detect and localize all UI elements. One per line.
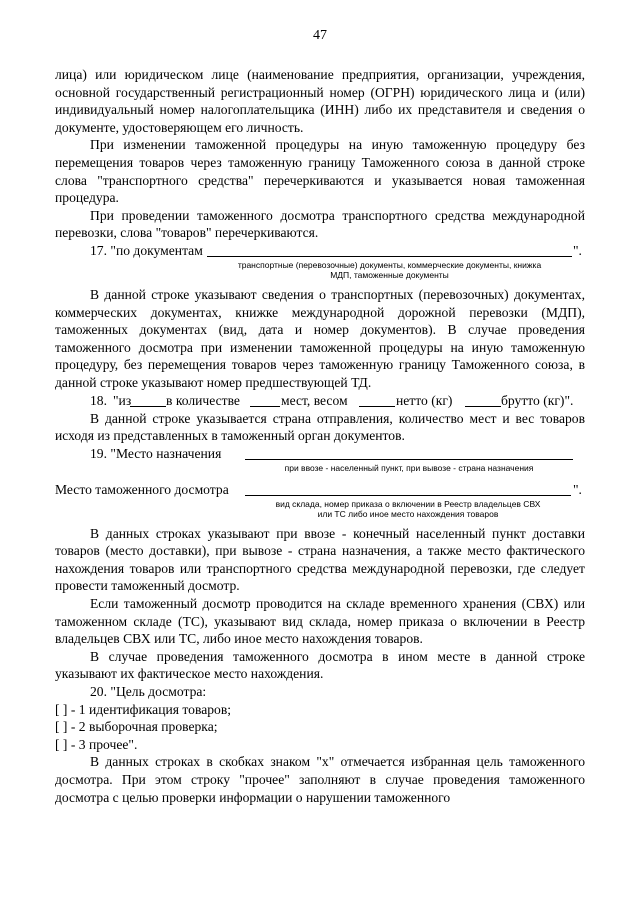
inspection-place-caption: вид склада, номер приказа о включении в Реестр владельцев СВХ или ТС либо иное место нахождения товаров [275, 498, 541, 519]
paragraph-other-place: В случае проведения таможенного досмотра в ином месте в данной строке указывают их фактическое место нахождения. [55, 648, 585, 682]
paragraph-warehouse: Если таможенный досмотр проводится на складе временного хранения (СВХ) или таможенном складе (ТС), указывают вид склада, номер приказа о включении в Реестр владельцев СВХ или ТС, либо иное место нахождения товаров. [55, 596, 585, 647]
field-18-gross-line [465, 394, 501, 407]
field-19-row [55, 445, 585, 463]
field-19-caption: при ввозе - населенный пункт, при вывозе - страна назначения [284, 462, 534, 473]
page-number: 47 [313, 28, 327, 43]
field-18-number: 18. [90, 392, 107, 408]
option-other: [ ] - 3 прочее". [55, 736, 138, 752]
field-18-row: 18. "из в количестве мест, весом нетто (кг) брутто (кг)". [90, 392, 574, 408]
inspection-place-line [245, 483, 571, 496]
option-selective-check: [ ] - 2 выборочная проверка; [55, 719, 218, 735]
inspection-place-label: Место таможенного досмотра [55, 481, 229, 497]
paragraph-documents: В данной строке указывают сведения о транспортных (перевозочных) документах, коммерческих документах, книжке международной дорожной перевозки (МДП), таможенных документах (вид, дата и номер документов). В случае проведения таможенного досмотра при изменении таможенной процедуры на иную таможенную процедуру, без перемещения товаров через таможенную границу Таможенного союза, в данной строке указывают номер предшествующей ТД. [55, 286, 585, 390]
paragraph-purpose: В данных строках в скобках знаком "х" отмечается избранная цель таможенного досмотра. При этом строку "прочее" заполняют в случае проведения таможенного досмотра с целью проверки информации о нарушении таможенного [55, 754, 585, 805]
field-20-label: 20. "Цель досмотра: [90, 684, 207, 700]
option-identification: [ ] - 1 идентификация товаров; [55, 701, 232, 717]
field-19-label: 19. "Место назначения [90, 445, 222, 461]
paragraph-procedure-change: При изменении таможенной процедуры на иную таможенную процедуру без перемещения товаров через таможенную границу Таможенного союза в данной строке слова "транспортного средства" перечеркиваются и указывается новая таможенная процедура. [55, 137, 585, 206]
field-18-net-line [359, 394, 395, 407]
field-17-end: ". [573, 242, 582, 258]
field-17-line [207, 244, 572, 257]
inspection-place-row: Место таможенного досмотра ". [55, 481, 582, 497]
field-18-country-line [130, 394, 166, 407]
field-19-line [245, 447, 573, 460]
document-body [55, 66, 585, 806]
paragraph-identity: лица) или юридическом лице (наименование предприятия, организации, учреждения, основной государственный регистрационный номер (ОГРН) юридического лица и (или) индивидуальный номер налогоплательщика (ИНН) либо их представителя и сведения о документе, удостоверяющем его личность. [55, 67, 585, 135]
field-17-label: 17. "по документам [90, 242, 203, 258]
field-17-row [55, 242, 585, 260]
paragraph-destination: В данных строках указывают при ввозе - конечный населенный пункт доставки товаров (место доставки), при вывозе - страна назначения, а также место фактического нахождения товаров или транспортного средства международной перевозки, где следует провести таможенный досмотр. [55, 525, 585, 594]
paragraph-vehicle-inspection: При проведении таможенного досмотра транспортного средства международной перевозки, слова "товаров" перечеркиваются. [55, 207, 585, 241]
field-17-caption: транспортные (перевозочные) документы, коммерческие документы, книжка МДП, таможенные документы [237, 259, 542, 280]
paragraph-origin-weight: В данной строке указывается страна отправления, количество мест и вес товаров исходя из представленных в таможенный орган документов. [55, 410, 585, 444]
field-18-places-line [250, 394, 280, 407]
